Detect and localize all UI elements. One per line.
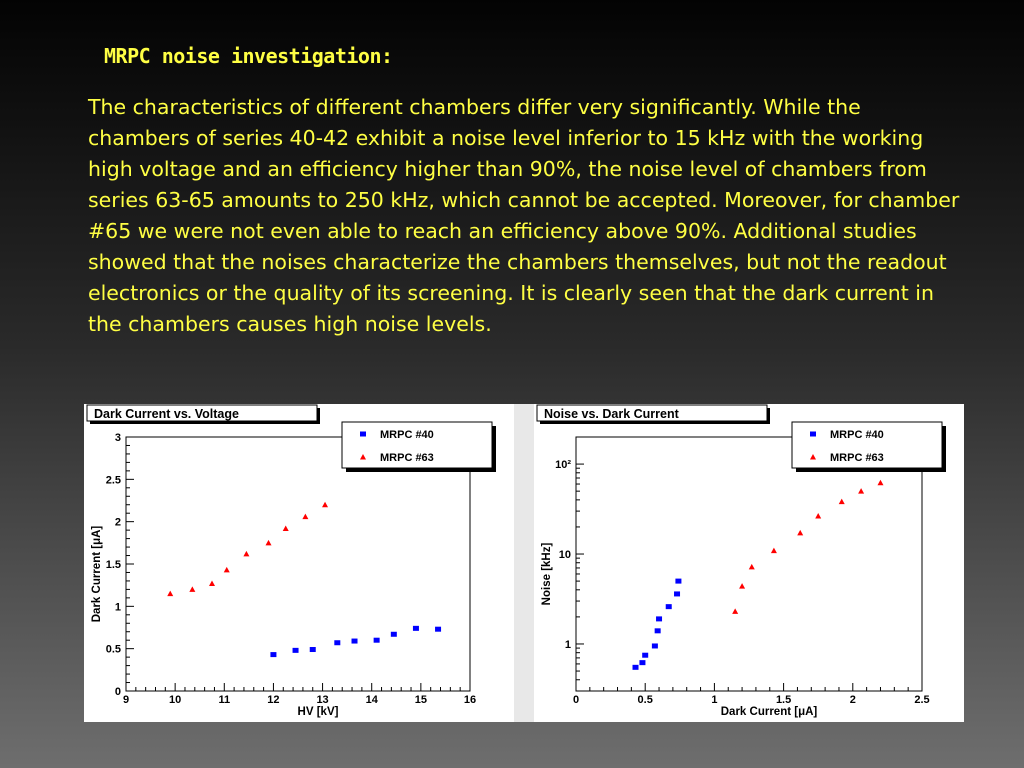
data-point-mrpc40 (310, 647, 316, 652)
y-tick-label: 2.5 (105, 474, 121, 487)
data-point-mrpc40 (674, 591, 680, 596)
data-point-mrpc40 (352, 639, 358, 644)
data-point-mrpc63 (243, 551, 249, 557)
data-point-mrpc40 (293, 648, 299, 653)
data-point-mrpc63 (839, 499, 845, 505)
chart-dark-current-vs-voltage (84, 404, 514, 722)
data-point-mrpc40 (374, 638, 380, 643)
legend-label: MRPC #63 (830, 452, 884, 464)
x-tick-label: 16 (463, 694, 477, 706)
legend-label: MRPC #40 (380, 429, 434, 441)
data-point-mrpc63 (283, 525, 289, 531)
data-point-mrpc40 (675, 579, 681, 584)
plot-frame (576, 437, 922, 691)
data-point-mrpc63 (266, 540, 272, 546)
y-tick-label: 0 (114, 686, 121, 698)
data-point-mrpc40 (656, 616, 662, 621)
data-point-mrpc63 (739, 583, 745, 589)
y-tick-label: 10 (558, 549, 571, 562)
data-point-mrpc40 (270, 652, 276, 657)
legend-marker (360, 432, 366, 437)
chart-panel-noise-vs-dark-current (534, 404, 964, 722)
data-point-mrpc40 (334, 640, 340, 645)
x-axis-label: Dark Current [μA] (720, 706, 818, 718)
chart-panel-dark-current-vs-voltage (84, 404, 514, 722)
slide-title: MRPC noise investigation: (104, 44, 393, 68)
y-tick-label: 3 (114, 432, 121, 444)
chart-title: Dark Current vs. Voltage (94, 407, 239, 421)
y-tick-label: 2 (114, 516, 121, 529)
data-point-mrpc40 (642, 653, 648, 658)
x-tick-label: 13 (316, 694, 329, 706)
y-tick-label: 1 (114, 601, 121, 614)
x-tick-label: 0.5 (637, 694, 653, 706)
x-tick-label: 14 (365, 694, 378, 706)
data-point-mrpc63 (224, 567, 230, 573)
y-axis-label: Noise [kHz] (541, 542, 553, 606)
data-point-mrpc40 (413, 626, 419, 631)
data-point-mrpc63 (189, 586, 195, 592)
x-tick-label: 1 (711, 694, 718, 706)
x-tick-label: 0 (572, 694, 580, 706)
data-point-mrpc40 (655, 628, 661, 633)
y-tick-label: 1.5 (105, 559, 121, 571)
data-point-mrpc63 (797, 530, 803, 536)
data-point-mrpc63 (749, 564, 755, 570)
x-tick-label: 9 (122, 694, 130, 706)
data-point-mrpc40 (652, 643, 658, 648)
data-point-mrpc63 (167, 591, 173, 597)
data-point-mrpc63 (302, 514, 308, 520)
data-point-mrpc40 (435, 627, 441, 632)
x-tick-label: 11 (218, 694, 231, 706)
y-tick-label: 10² (555, 459, 571, 472)
legend-label: MRPC #63 (380, 452, 434, 464)
data-point-mrpc40 (639, 660, 645, 665)
data-point-mrpc63 (877, 480, 883, 486)
data-point-mrpc63 (209, 580, 215, 586)
x-axis-label: HV [kV] (297, 706, 339, 718)
data-point-mrpc63 (858, 488, 864, 494)
x-tick-label: 1.5 (775, 694, 792, 706)
data-point-mrpc40 (666, 604, 672, 609)
chart-title: Noise vs. Dark Current (544, 407, 679, 421)
plot-frame (126, 437, 470, 691)
y-tick-label: 1 (564, 638, 571, 651)
x-tick-label: 10 (169, 694, 182, 706)
x-tick-label: 2 (849, 694, 856, 706)
x-tick-label: 2.5 (914, 694, 930, 706)
data-point-mrpc40 (633, 665, 639, 670)
panel-divider (514, 404, 534, 722)
slide-body-text: The characteristics of different chambers differ very significantly. While the chambers of series 40-42 exhibit a noise level inferior to 15 kHz with the working high voltage and an efficiency higher than 90%, the noise level of chambers from series 63-65 amounts to 250 kHz, which cannot be accepted. Moreover, for chamber #65 we were not even able to reach an efficiency above 90%. Additional studies showed that the noises characterize the chambers themselves, but not the readout electronics or the quality of its screening. It is clearly seen that the dark current in the chambers causes high noise levels. (88, 95, 960, 336)
x-tick-label: 12 (267, 694, 280, 706)
chart-noise-vs-dark-current (534, 404, 964, 722)
y-tick-label: 0.5 (105, 643, 121, 656)
data-point-mrpc40 (391, 632, 397, 637)
data-point-mrpc63 (815, 513, 821, 519)
y-axis-label: Dark Current [μA] (91, 525, 103, 623)
legend-label: MRPC #40 (830, 429, 884, 441)
data-point-mrpc63 (322, 502, 328, 508)
x-tick-label: 15 (414, 694, 427, 706)
data-point-mrpc63 (771, 548, 777, 554)
legend-marker (810, 432, 816, 437)
data-point-mrpc63 (732, 608, 738, 614)
